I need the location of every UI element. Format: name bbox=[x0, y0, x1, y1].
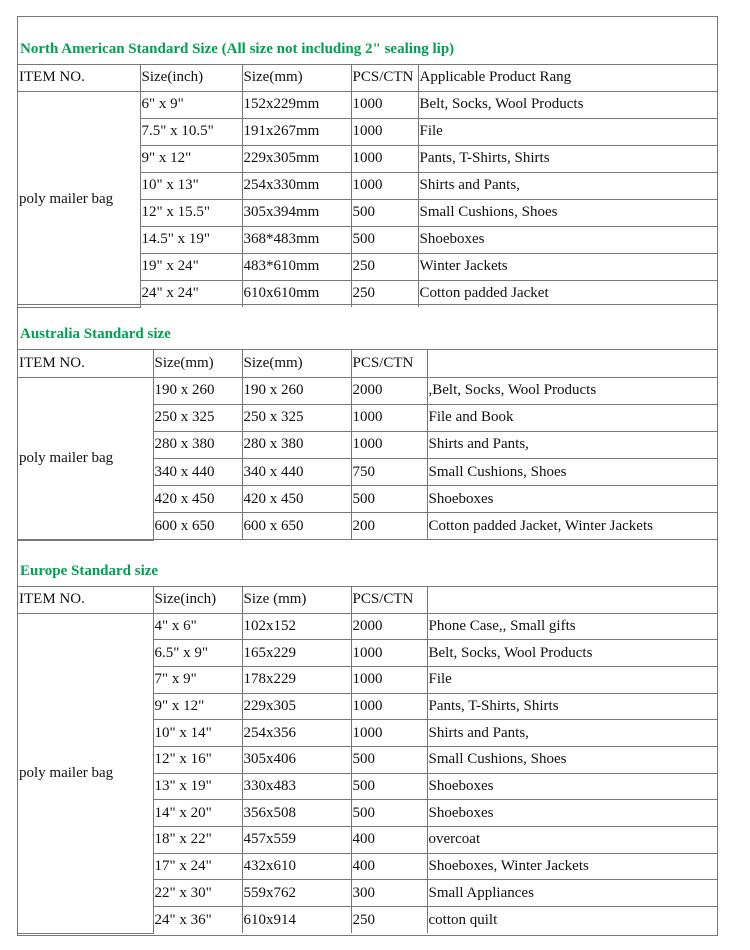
size-mm-cell: 305x394mm bbox=[242, 199, 351, 226]
pcs-per-carton-cell: 500 bbox=[351, 226, 418, 253]
pcs-per-carton-cell: 250 bbox=[351, 907, 427, 934]
europe-title: Europe Standard size bbox=[18, 540, 717, 587]
size-cell: 12" x 16" bbox=[153, 746, 242, 773]
north-american-section bbox=[17, 16, 718, 305]
size-cell: 190 x 260 bbox=[153, 377, 242, 404]
size-mm-cell: 356x508 bbox=[242, 800, 351, 827]
size-cell: 14.5" x 19" bbox=[140, 226, 242, 253]
product-cell: Belt, Socks, Wool Products bbox=[427, 640, 718, 667]
column-header: Size(mm) bbox=[242, 65, 351, 91]
size-mm-cell: 340 x 440 bbox=[242, 459, 351, 486]
size-mm-cell: 280 x 380 bbox=[242, 431, 351, 458]
product-cell: File and Book bbox=[427, 404, 718, 431]
column-header: ITEM NO. bbox=[18, 350, 153, 377]
header-row bbox=[18, 65, 718, 91]
product-cell: ,Belt, Socks, Wool Products bbox=[427, 377, 718, 404]
pcs-per-carton-cell: 300 bbox=[351, 880, 427, 907]
product-cell: Phone Case,, Small gifts bbox=[427, 613, 718, 640]
product-cell: Shoeboxes bbox=[418, 226, 718, 253]
product-cell: Small Cushions, Shoes bbox=[427, 459, 718, 486]
north-american-title: North American Standard Size (All size not including 2" sealing lip) bbox=[18, 17, 717, 65]
europe-section bbox=[17, 539, 718, 936]
column-header: Size(mm) bbox=[242, 350, 351, 377]
product-cell: File bbox=[418, 118, 718, 145]
size-mm-cell: 457x559 bbox=[242, 827, 351, 854]
column-header: Size(mm) bbox=[153, 350, 242, 377]
size-cell: 280 x 380 bbox=[153, 431, 242, 458]
product-cell: Pants, T-Shirts, Shirts bbox=[418, 145, 718, 172]
pcs-per-carton-cell: 400 bbox=[351, 853, 427, 880]
item-name-cell: poly mailer bag bbox=[18, 377, 153, 540]
product-cell: Shoeboxes, Winter Jackets bbox=[427, 853, 718, 880]
size-cell: 10" x 13" bbox=[140, 172, 242, 199]
size-cell: 24" x 36" bbox=[153, 907, 242, 934]
column-header: PCS/CTN bbox=[351, 65, 418, 91]
product-cell: Shoeboxes bbox=[427, 773, 718, 800]
pcs-per-carton-cell: 250 bbox=[351, 280, 418, 307]
pcs-per-carton-cell: 1000 bbox=[351, 404, 427, 431]
pcs-per-carton-cell: 1000 bbox=[351, 431, 427, 458]
product-cell: Shoeboxes bbox=[427, 486, 718, 513]
product-cell: Shirts and Pants, bbox=[427, 431, 718, 458]
pcs-per-carton-cell: 1000 bbox=[351, 145, 418, 172]
size-cell: 10" x 14" bbox=[153, 720, 242, 747]
product-cell: Shirts and Pants, bbox=[427, 720, 718, 747]
size-cell: 9" x 12" bbox=[153, 693, 242, 720]
size-mm-cell: 190 x 260 bbox=[242, 377, 351, 404]
size-cell: 9" x 12" bbox=[140, 145, 242, 172]
column-header: Size(inch) bbox=[140, 65, 242, 91]
pcs-per-carton-cell: 750 bbox=[351, 459, 427, 486]
size-mm-cell: 610x914 bbox=[242, 907, 351, 934]
size-cell: 22" x 30" bbox=[153, 880, 242, 907]
pcs-per-carton-cell: 500 bbox=[351, 486, 427, 513]
pcs-per-carton-cell: 1000 bbox=[351, 91, 418, 118]
size-cell: 18" x 22" bbox=[153, 827, 242, 854]
size-cell: 12" x 15.5" bbox=[140, 199, 242, 226]
size-mm-cell: 178x229 bbox=[242, 666, 351, 693]
size-mm-cell: 559x762 bbox=[242, 880, 351, 907]
size-cell: 600 x 650 bbox=[153, 513, 242, 540]
pcs-per-carton-cell: 1000 bbox=[351, 118, 418, 145]
item-name-cell: poly mailer bag bbox=[18, 91, 140, 307]
size-cell: 340 x 440 bbox=[153, 459, 242, 486]
product-cell: Small Appliances bbox=[427, 880, 718, 907]
pcs-per-carton-cell: 200 bbox=[351, 513, 427, 540]
size-mm-cell: 432x610 bbox=[242, 853, 351, 880]
product-cell: Small Cushions, Shoes bbox=[418, 199, 718, 226]
size-mm-cell: 483*610mm bbox=[242, 253, 351, 280]
column-header: PCS/CTN bbox=[351, 587, 427, 613]
size-cell: 6.5" x 9" bbox=[153, 640, 242, 667]
size-mm-cell: 250 x 325 bbox=[242, 404, 351, 431]
size-cell: 7" x 9" bbox=[153, 666, 242, 693]
column-header bbox=[427, 350, 718, 377]
pcs-per-carton-cell: 1000 bbox=[351, 666, 427, 693]
pcs-per-carton-cell: 2000 bbox=[351, 613, 427, 640]
size-mm-cell: 254x356 bbox=[242, 720, 351, 747]
size-mm-cell: 368*483mm bbox=[242, 226, 351, 253]
size-cell: 14" x 20" bbox=[153, 800, 242, 827]
size-mm-cell: 165x229 bbox=[242, 640, 351, 667]
size-cell: 7.5" x 10.5" bbox=[140, 118, 242, 145]
size-mm-cell: 102x152 bbox=[242, 613, 351, 640]
column-header: ITEM NO. bbox=[18, 65, 140, 91]
column-header: ITEM NO. bbox=[18, 587, 153, 613]
size-mm-cell: 305x406 bbox=[242, 746, 351, 773]
pcs-per-carton-cell: 1000 bbox=[351, 172, 418, 199]
size-cell: 6" x 9" bbox=[140, 91, 242, 118]
size-cell: 250 x 325 bbox=[153, 404, 242, 431]
column-header: PCS/CTN bbox=[351, 350, 427, 377]
product-cell: Cotton padded Jacket bbox=[418, 280, 718, 307]
pcs-per-carton-cell: 500 bbox=[351, 800, 427, 827]
pcs-per-carton-cell: 2000 bbox=[351, 377, 427, 404]
table-row bbox=[18, 613, 718, 640]
size-cell: 24" x 24" bbox=[140, 280, 242, 307]
size-mm-cell: 191x267mm bbox=[242, 118, 351, 145]
size-cell: 19" x 24" bbox=[140, 253, 242, 280]
size-mm-cell: 229x305mm bbox=[242, 145, 351, 172]
pcs-per-carton-cell: 400 bbox=[351, 827, 427, 854]
item-name-cell: poly mailer bag bbox=[18, 613, 153, 933]
pcs-per-carton-cell: 1000 bbox=[351, 640, 427, 667]
product-cell: Shoeboxes bbox=[427, 800, 718, 827]
product-cell: Winter Jackets bbox=[418, 253, 718, 280]
size-cell: 4" x 6" bbox=[153, 613, 242, 640]
size-cell: 13" x 19" bbox=[153, 773, 242, 800]
pcs-per-carton-cell: 1000 bbox=[351, 693, 427, 720]
size-mm-cell: 254x330mm bbox=[242, 172, 351, 199]
pcs-per-carton-cell: 500 bbox=[351, 746, 427, 773]
pcs-per-carton-cell: 1000 bbox=[351, 720, 427, 747]
size-mm-cell: 610x610mm bbox=[242, 280, 351, 307]
column-header: Size (mm) bbox=[242, 587, 351, 613]
column-header bbox=[427, 587, 718, 613]
size-mm-cell: 600 x 650 bbox=[242, 513, 351, 540]
north-american-table bbox=[18, 65, 718, 308]
size-cell: 17" x 24" bbox=[153, 853, 242, 880]
size-mm-cell: 420 x 450 bbox=[242, 486, 351, 513]
product-cell: Shirts and Pants, bbox=[418, 172, 718, 199]
pcs-per-carton-cell: 500 bbox=[351, 773, 427, 800]
size-mm-cell: 229x305 bbox=[242, 693, 351, 720]
australia-title: Australia Standard size bbox=[18, 305, 717, 350]
size-cell: 420 x 450 bbox=[153, 486, 242, 513]
product-cell: Cotton padded Jacket, Winter Jackets bbox=[427, 513, 718, 540]
size-mm-cell: 152x229mm bbox=[242, 91, 351, 118]
header-row bbox=[18, 587, 718, 613]
australia-section bbox=[17, 304, 718, 540]
pcs-per-carton-cell: 250 bbox=[351, 253, 418, 280]
column-header: Size(inch) bbox=[153, 587, 242, 613]
product-cell: cotton quilt bbox=[427, 907, 718, 934]
table-row bbox=[18, 91, 718, 118]
product-cell: Small Cushions, Shoes bbox=[427, 746, 718, 773]
table-row bbox=[18, 377, 718, 404]
product-cell: Belt, Socks, Wool Products bbox=[418, 91, 718, 118]
product-cell: overcoat bbox=[427, 827, 718, 854]
australia-table bbox=[18, 350, 718, 541]
column-header: Applicable Product Rang bbox=[418, 65, 718, 91]
europe-table bbox=[18, 587, 718, 934]
pcs-per-carton-cell: 500 bbox=[351, 199, 418, 226]
header-row bbox=[18, 350, 718, 377]
product-cell: File bbox=[427, 666, 718, 693]
product-cell: Pants, T-Shirts, Shirts bbox=[427, 693, 718, 720]
size-mm-cell: 330x483 bbox=[242, 773, 351, 800]
